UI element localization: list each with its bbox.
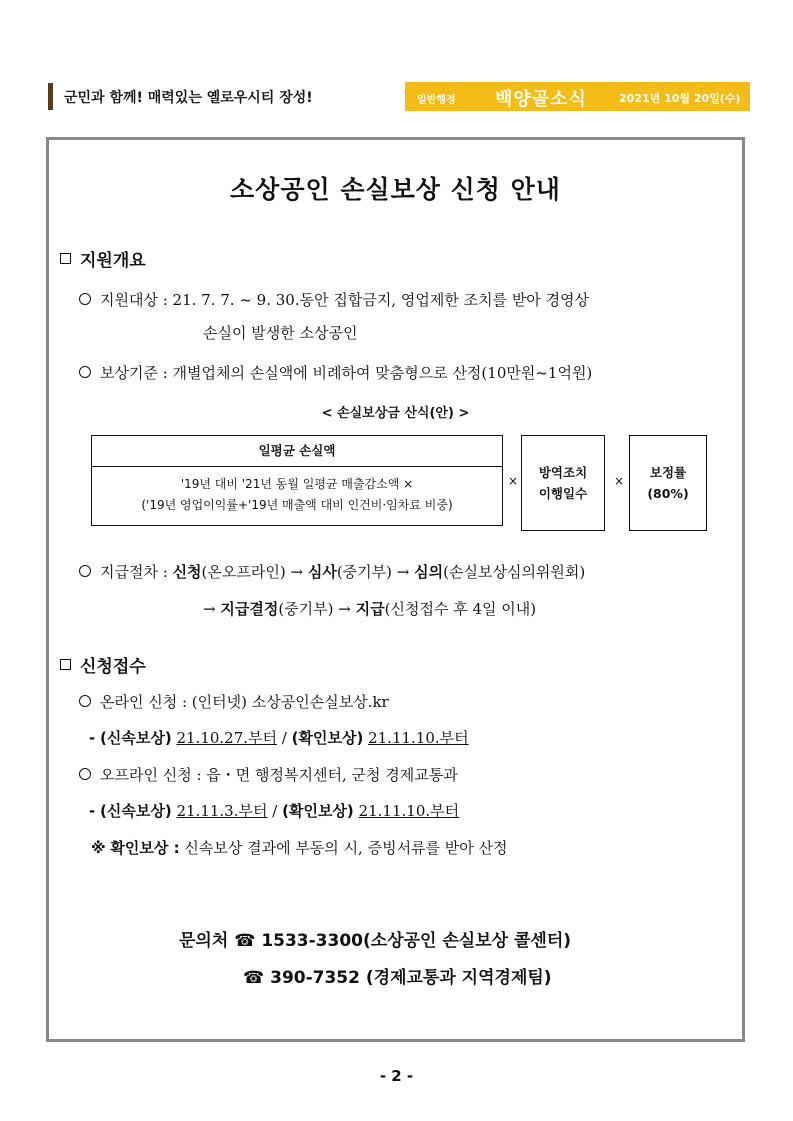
- procedure-step-review: 심사: [307, 563, 337, 581]
- formula-rate-line2: (80%): [647, 486, 689, 501]
- newsletter-name: 백양골소식: [495, 89, 587, 110]
- procedure-line1: [79, 561, 585, 582]
- checkbox-bullet-icon: [60, 253, 71, 264]
- formula-days-line2: 이행일수: [538, 486, 588, 501]
- confirm-note-label: 확인보상: [110, 839, 169, 857]
- header-accent-bar: [48, 83, 53, 110]
- formula-daily-loss-box: [91, 435, 503, 526]
- procedure-step-payment: 지급: [355, 600, 385, 618]
- page-number: - 2 -: [379, 1067, 414, 1085]
- procedure-label: 지급절차 :: [100, 563, 173, 581]
- procedure-step-apply: 신청: [172, 563, 202, 581]
- slash: /: [281, 729, 287, 747]
- contact-phone-2: 390-7352 (경제교통과 지역경제팀): [270, 968, 552, 988]
- online-confirm-date: 21.11.10.부터: [368, 729, 469, 747]
- offline-fast-label: (신속보상): [100, 802, 172, 820]
- page-title: 소상공인 손실보상 신청 안내: [230, 175, 561, 204]
- arrow-icon: →: [338, 600, 351, 618]
- procedure-line2: [203, 598, 536, 619]
- formula-times-2: ×: [614, 474, 625, 488]
- circle-bullet-icon: [79, 768, 91, 780]
- formula-daily-loss-line2: ('19년 영업이익률+'19년 매출액 대비 인건비·임차료 비중): [141, 498, 453, 512]
- checkbox-bullet-icon: [60, 659, 71, 670]
- slash: /: [272, 802, 278, 820]
- phone-icon: ☎: [243, 968, 265, 988]
- circle-bullet-icon: [79, 293, 91, 305]
- confirm-note-line: [91, 837, 508, 858]
- contact-label: 문의처: [179, 931, 229, 951]
- dash: -: [89, 729, 96, 747]
- support-target-line: [79, 289, 589, 310]
- confirm-note-colon: :: [168, 839, 180, 857]
- procedure-step-deliberation-desc: (손실보상심의위원회): [443, 563, 586, 581]
- procedure-step-decision: 지급결정: [220, 600, 279, 618]
- procedure-step-decision-desc: (중기부): [278, 600, 334, 618]
- newsletter-banner: [405, 82, 750, 111]
- online-application-text: 온라인 신청 : (인터넷) 소상공인손실보상.kr: [100, 693, 389, 711]
- criteria-line: [79, 362, 592, 383]
- formula-rate-line1: 보정률: [649, 465, 687, 480]
- confirm-note-text: 신속보상 결과에 부동의 시, 증빙서류를 받아 산정: [184, 839, 508, 857]
- online-fast-date: 21.10.27.부터: [176, 729, 278, 747]
- section-heading-text: 지원개요: [80, 251, 146, 271]
- header-slogan: 군민과 함께! 매력있는 옐로우시티 장성!: [64, 90, 313, 106]
- circle-bullet-icon: [79, 366, 91, 378]
- offline-fast-date: 21.11.3.부터: [176, 802, 268, 820]
- arrow-icon: →: [396, 563, 410, 581]
- formula-days-line1: 방역조치: [538, 465, 588, 480]
- formula-rate-box: [629, 435, 707, 531]
- reference-mark-icon: ※: [91, 839, 106, 857]
- circle-bullet-icon: [79, 565, 91, 577]
- newsletter-date: 2021년 10월 20일(수): [619, 92, 741, 105]
- formula-times-1: ×: [508, 474, 519, 488]
- offline-dates-line: [89, 800, 459, 821]
- procedure-step-apply-desc: (온오프라인): [201, 563, 286, 581]
- online-fast-label: (신속보상): [100, 729, 172, 747]
- online-application-line: [79, 691, 389, 712]
- section-heading-text: 신청접수: [80, 657, 146, 677]
- circle-bullet-icon: [79, 695, 91, 707]
- section-heading-application: [60, 652, 146, 677]
- offline-application-line: [79, 764, 458, 785]
- arrow-icon: →: [203, 600, 216, 618]
- online-dates-line: [89, 727, 469, 748]
- formula-title: < 손실보상금 산식(안) >: [321, 406, 470, 421]
- formula-daily-loss-line1: '19년 대비 '21년 동월 일평균 매출감소액 ×: [180, 477, 414, 491]
- arrow-icon: →: [290, 563, 304, 581]
- contact-line1: [179, 926, 571, 951]
- online-confirm-label: (확인보상): [291, 729, 364, 747]
- section-heading-overview: [60, 246, 146, 271]
- offline-confirm-label: (확인보상): [282, 802, 354, 820]
- contact-phone-1: 1533-3300(소상공인 손실보상 콜센터): [261, 931, 572, 951]
- offline-application-text: 오프라인 신청 : 읍・면 행정복지센터, 군청 경제교통과: [100, 766, 458, 784]
- procedure-step-review-desc: (중기부): [336, 563, 393, 581]
- dash: -: [89, 802, 96, 820]
- support-target-text: 지원대상 : 21. 7. 7. ~ 9. 30.동안 집합금지, 영업제한 조치를 받아 경영상: [100, 291, 590, 309]
- contact-line2: [243, 963, 552, 988]
- offline-confirm-date: 21.11.10.부터: [358, 802, 460, 820]
- formula-daily-loss-title: 일평균 손실액: [92, 436, 502, 467]
- criteria-text: 보상기준 : 개별업체의 손실액에 비례하여 맞춤형으로 산정(10만원~1억원): [100, 364, 593, 382]
- procedure-step-payment-desc: (신청접수 후 4일 이내): [384, 600, 537, 618]
- procedure-step-deliberation: 심의: [414, 563, 444, 581]
- phone-icon: ☎: [234, 931, 256, 951]
- support-target-line2: 손실이 발생한 소상공인: [203, 324, 358, 342]
- content-frame: [46, 137, 745, 1042]
- newsletter-category: 일반행정: [417, 95, 456, 106]
- formula-days-box: [521, 435, 605, 531]
